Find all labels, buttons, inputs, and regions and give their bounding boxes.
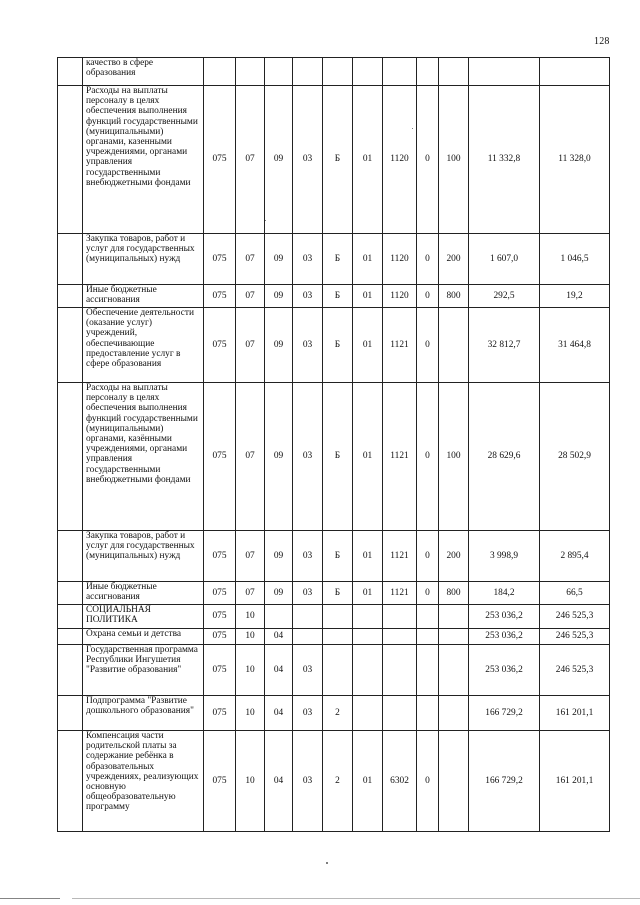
program-code-cell [293, 605, 323, 629]
row-number-cell [58, 86, 83, 234]
row-number-cell [58, 234, 83, 285]
direction-code-cell [383, 605, 417, 629]
expense-name-cell: Закупка товаров, работ и услуг для государственных (муниципальных) нужд [83, 531, 204, 582]
program-code-cell [293, 629, 323, 645]
program-code-cell: 03 [293, 285, 323, 308]
expense-name-cell: Закупка товаров, работ и услуг для государственных (муниципальных) нужд [83, 234, 204, 285]
main-event-code-cell: 01 [353, 308, 383, 383]
expense-type-cell: 200 [439, 234, 469, 285]
amount-executed-cell: 31 464,8 [540, 308, 610, 383]
direction-suffix-cell: 0 [417, 731, 439, 832]
amount-executed-cell: 246 525,3 [540, 605, 610, 629]
admin-code-cell [204, 58, 236, 86]
direction-suffix-cell [417, 629, 439, 645]
table-row [58, 629, 610, 645]
expense-type-cell [439, 58, 469, 86]
amount-planned-cell: 166 729,2 [469, 731, 540, 832]
direction-code-cell: 1121 [383, 582, 417, 605]
main-event-code-cell [353, 645, 383, 696]
admin-code-cell: 075 [204, 86, 236, 234]
direction-code-cell: 6302 [383, 731, 417, 832]
expense-name-cell: Подпрограмма "Развитие дошкольного образования" [83, 696, 204, 731]
direction-code-cell [383, 645, 417, 696]
admin-code-cell: 075 [204, 383, 236, 531]
expense-name-cell: СОЦИАЛЬНАЯ ПОЛИТИКА [83, 605, 204, 629]
amount-executed-cell: 66,5 [540, 582, 610, 605]
direction-suffix-cell: 0 [417, 531, 439, 582]
program-code-cell: 03 [293, 731, 323, 832]
direction-code-cell [383, 696, 417, 731]
table-row [58, 383, 610, 531]
scan-speck [265, 220, 266, 221]
direction-code-cell: 1121 [383, 308, 417, 383]
subprogram-code-cell [323, 629, 353, 645]
subsection-code-cell [265, 605, 293, 629]
row-number-cell [58, 629, 83, 645]
program-code-cell: 03 [293, 86, 323, 234]
table-row [58, 582, 610, 605]
amount-planned-cell: 166 729,2 [469, 696, 540, 731]
section-code-cell: 07 [236, 308, 265, 383]
subsection-code-cell: 09 [265, 531, 293, 582]
amount-planned-cell: 253 036,2 [469, 629, 540, 645]
row-number-cell [58, 308, 83, 383]
table-row [58, 234, 610, 285]
direction-code-cell [383, 629, 417, 645]
main-event-code-cell [353, 629, 383, 645]
expense-type-cell: 200 [439, 531, 469, 582]
subsection-code-cell [265, 58, 293, 86]
expense-name-cell: Компенсация части родительской платы за содержание ребёнка в образовательных учреждениях, реализующих основную общеобразовательную программу [83, 731, 204, 832]
table-row [58, 645, 610, 696]
amount-executed-cell: 28 502,9 [540, 383, 610, 531]
amount-planned-cell: 3 998,9 [469, 531, 540, 582]
subsection-code-cell: 09 [265, 234, 293, 285]
expense-type-cell [439, 629, 469, 645]
expense-type-cell [439, 645, 469, 696]
table-row [58, 285, 610, 308]
program-code-cell: 03 [293, 308, 323, 383]
amount-planned-cell: 11 332,8 [469, 86, 540, 234]
section-code-cell: 07 [236, 285, 265, 308]
amount-executed-cell: 161 201,1 [540, 696, 610, 731]
expense-type-cell [439, 308, 469, 383]
expense-type-cell [439, 731, 469, 832]
direction-suffix-cell: 0 [417, 582, 439, 605]
row-number-cell [58, 582, 83, 605]
amount-planned-cell: 28 629,6 [469, 383, 540, 531]
expense-name-cell: Охрана семьи и детства [83, 629, 204, 645]
section-code-cell [236, 58, 265, 86]
expense-name-cell: Иные бюджетные ассигнования [83, 582, 204, 605]
amount-planned-cell: 253 036,2 [469, 645, 540, 696]
program-code-cell: 03 [293, 696, 323, 731]
subprogram-code-cell [323, 58, 353, 86]
row-number-cell [58, 383, 83, 531]
row-number-cell [58, 58, 83, 86]
direction-code-cell: 1121 [383, 531, 417, 582]
amount-executed-cell: 11 328,0 [540, 86, 610, 234]
main-event-code-cell: 01 [353, 86, 383, 234]
subsection-code-cell: 04 [265, 645, 293, 696]
row-number-cell [58, 531, 83, 582]
program-code-cell: 03 [293, 234, 323, 285]
subsection-code-cell: 04 [265, 629, 293, 645]
admin-code-cell: 075 [204, 629, 236, 645]
section-code-cell: 07 [236, 234, 265, 285]
expense-name-cell: Иные бюджетные ассигнования [83, 285, 204, 308]
direction-suffix-cell: 0 [417, 285, 439, 308]
scan-speck [326, 862, 328, 864]
table-row [58, 696, 610, 731]
amount-executed-cell [540, 58, 610, 86]
direction-suffix-cell [417, 696, 439, 731]
direction-code-cell: 1121 [383, 383, 417, 531]
expense-name-cell: Обеспечение деятельности (оказание услуг) учреждений, обеспечивающие предоставление услуг в сфере образования [83, 308, 204, 383]
amount-planned-cell: 1 607,0 [469, 234, 540, 285]
row-number-cell [58, 731, 83, 832]
admin-code-cell: 075 [204, 531, 236, 582]
amount-executed-cell: 246 525,3 [540, 645, 610, 696]
subprogram-code-cell [323, 645, 353, 696]
admin-code-cell: 075 [204, 645, 236, 696]
direction-code-cell: 1120 [383, 234, 417, 285]
subprogram-code-cell: Б [323, 86, 353, 234]
main-event-code-cell: 01 [353, 383, 383, 531]
main-event-code-cell: 01 [353, 582, 383, 605]
main-event-code-cell [353, 605, 383, 629]
amount-planned-cell: 253 036,2 [469, 605, 540, 629]
subprogram-code-cell: Б [323, 308, 353, 383]
row-number-cell [58, 605, 83, 629]
subsection-code-cell: 04 [265, 731, 293, 832]
subprogram-code-cell: Б [323, 582, 353, 605]
subsection-code-cell: 09 [265, 285, 293, 308]
subprogram-code-cell: 2 [323, 696, 353, 731]
table-row [58, 58, 610, 86]
section-code-cell: 07 [236, 86, 265, 234]
row-number-cell [58, 645, 83, 696]
admin-code-cell: 075 [204, 696, 236, 731]
subprogram-code-cell [323, 605, 353, 629]
expense-type-cell: 800 [439, 582, 469, 605]
expense-name-cell: качество в сфере образования [83, 58, 204, 86]
admin-code-cell: 075 [204, 582, 236, 605]
subsection-code-cell: 04 [265, 696, 293, 731]
direction-suffix-cell: 0 [417, 86, 439, 234]
main-event-code-cell [353, 58, 383, 86]
subsection-code-cell: 09 [265, 582, 293, 605]
direction-code-cell: 1120 [383, 285, 417, 308]
expense-name-cell: Расходы на выплаты персоналу в целях обеспечения выполнения функций государственными (муниципальными) органами, казенными учреждениями, органами управления государственными внебюджетными фондами [83, 86, 204, 234]
amount-executed-cell: 1 046,5 [540, 234, 610, 285]
subprogram-code-cell: Б [323, 531, 353, 582]
section-code-cell: 07 [236, 582, 265, 605]
main-event-code-cell: 01 [353, 531, 383, 582]
section-code-cell: 10 [236, 696, 265, 731]
direction-suffix-cell [417, 645, 439, 696]
expense-type-cell [439, 605, 469, 629]
subsection-code-cell: 09 [265, 86, 293, 234]
table-row [58, 731, 610, 832]
amount-executed-cell: 19,2 [540, 285, 610, 308]
expense-name-cell: Расходы на выплаты персоналу в целях обеспечения выполнения функций государственными (муниципальными) органами, казёнными учреждениями, органами управления государственными внебюджетными фондами [83, 383, 204, 531]
amount-planned-cell: 32 812,7 [469, 308, 540, 383]
admin-code-cell: 075 [204, 731, 236, 832]
row-number-cell [58, 696, 83, 731]
section-code-cell: 07 [236, 531, 265, 582]
amount-executed-cell: 2 895,4 [540, 531, 610, 582]
subprogram-code-cell: Б [323, 383, 353, 531]
row-number-cell [58, 285, 83, 308]
page-number: 128 [594, 36, 610, 47]
direction-suffix-cell: 0 [417, 383, 439, 531]
amount-planned-cell: 292,5 [469, 285, 540, 308]
table-row [58, 308, 610, 383]
admin-code-cell: 075 [204, 308, 236, 383]
amount-planned-cell: 184,2 [469, 582, 540, 605]
scan-speck [412, 128, 413, 129]
table-row [58, 531, 610, 582]
admin-code-cell: 075 [204, 234, 236, 285]
program-code-cell: 03 [293, 531, 323, 582]
admin-code-cell: 075 [204, 605, 236, 629]
subprogram-code-cell: 2 [323, 731, 353, 832]
page-bottom-edge [0, 898, 640, 899]
amount-executed-cell: 161 201,1 [540, 731, 610, 832]
main-event-code-cell [353, 696, 383, 731]
subprogram-code-cell: Б [323, 285, 353, 308]
direction-suffix-cell [417, 605, 439, 629]
table-row [58, 605, 610, 629]
direction-suffix-cell [417, 58, 439, 86]
expense-name-cell: Государственная программа Республики Ингушетия "Развитие образования" [83, 645, 204, 696]
section-code-cell: 10 [236, 605, 265, 629]
amount-executed-cell: 246 525,3 [540, 629, 610, 645]
table-body [58, 58, 610, 832]
main-event-code-cell: 01 [353, 234, 383, 285]
program-code-cell: 03 [293, 645, 323, 696]
expense-type-cell [439, 696, 469, 731]
admin-code-cell: 075 [204, 285, 236, 308]
main-event-code-cell: 01 [353, 731, 383, 832]
main-event-code-cell: 01 [353, 285, 383, 308]
program-code-cell: 03 [293, 383, 323, 531]
program-code-cell [293, 58, 323, 86]
direction-suffix-cell: 0 [417, 308, 439, 383]
subprogram-code-cell: Б [323, 234, 353, 285]
section-code-cell: 10 [236, 731, 265, 832]
section-code-cell: 10 [236, 629, 265, 645]
expense-type-cell: 100 [439, 86, 469, 234]
expense-type-cell: 100 [439, 383, 469, 531]
program-code-cell: 03 [293, 582, 323, 605]
subsection-code-cell: 09 [265, 308, 293, 383]
section-code-cell: 07 [236, 383, 265, 531]
direction-suffix-cell: 0 [417, 234, 439, 285]
table-row [58, 86, 610, 234]
subsection-code-cell: 09 [265, 383, 293, 531]
amount-planned-cell [469, 58, 540, 86]
section-code-cell: 10 [236, 645, 265, 696]
budget-table [57, 57, 610, 832]
expense-type-cell: 800 [439, 285, 469, 308]
direction-code-cell: 1120 [383, 86, 417, 234]
direction-code-cell [383, 58, 417, 86]
